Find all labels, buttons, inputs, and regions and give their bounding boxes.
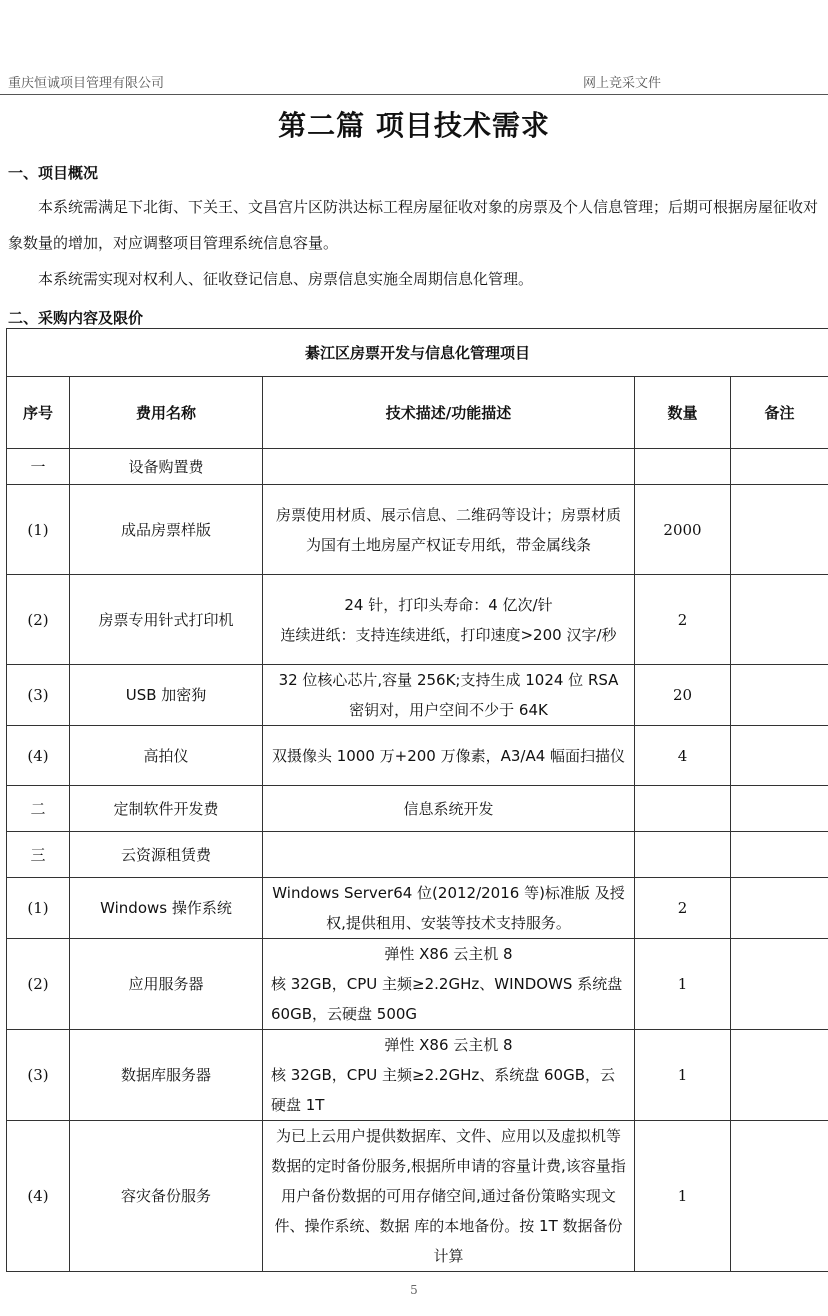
cell-seq: (4) — [7, 1121, 70, 1272]
page-number: 5 — [410, 1283, 418, 1297]
table-row — [7, 485, 828, 575]
cell-seq: (2) — [7, 939, 70, 1030]
table-header-row — [7, 377, 828, 449]
cell-note — [731, 939, 828, 1030]
table-row — [7, 1121, 828, 1272]
cell-name: USB 加密狗 — [70, 665, 263, 726]
table-row — [7, 939, 828, 1030]
cell-desc: 房票使用材质、展示信息、二维码等设计；房票材质为国有土地房屋产权证专用纸，带金属线条 — [263, 485, 635, 575]
cell-seq: (1) — [7, 878, 70, 939]
cell-desc — [263, 449, 635, 485]
cell-desc — [263, 939, 635, 1030]
cell-qty — [635, 786, 731, 832]
cell-note — [731, 449, 828, 485]
table-row — [7, 449, 828, 485]
overview-paragraph-1: 本系统需满足下北街、下关王、文昌宫片区防洪达标工程房屋征收对象的房票及个人信息管理；后期可根据房屋征收对象数量的增加，对应调整项目管理系统信息容量。 — [8, 198, 819, 252]
section-heading-procurement: 二、采购内容及限价 — [8, 309, 144, 327]
cell-qty: 2000 — [635, 485, 731, 575]
cell-desc: 信息系统开发 — [263, 786, 635, 832]
cell-name: Windows 操作系统 — [70, 878, 263, 939]
table-caption-row — [7, 329, 828, 377]
cell-desc: 32 位核心芯片,容量 256K;支持生成 1024 位 RSA 密钥对，用户空间不少于 64K — [263, 665, 635, 726]
cell-desc-line: 弹性 X86 云主机 8 — [384, 945, 513, 963]
cell-qty: 2 — [635, 575, 731, 665]
cell-note — [731, 485, 828, 575]
header-seq: 序号 — [7, 377, 70, 449]
cell-seq: 二 — [7, 786, 70, 832]
table-row — [7, 575, 828, 665]
cell-note — [731, 665, 828, 726]
cell-qty: 1 — [635, 1030, 731, 1121]
header-name: 费用名称 — [70, 377, 263, 449]
cell-desc-line: 核 32GB，CPU 主频≥2.2GHz、WINDOWS 系统盘 60GB，云硬盘 500G — [271, 975, 623, 1023]
cell-qty — [635, 832, 731, 878]
cell-seq: 三 — [7, 832, 70, 878]
cell-note — [731, 1121, 828, 1272]
header-desc: 技术描述/功能描述 — [263, 377, 635, 449]
cell-name: 定制软件开发费 — [70, 786, 263, 832]
cell-desc-line: 24 针，打印头寿命：4 亿次/针 — [344, 595, 553, 614]
table-row — [7, 726, 828, 786]
header-doc-type: 网上竞采文件 — [583, 76, 662, 91]
section-heading-overview: 一、项目概况 — [8, 164, 99, 182]
cell-seq: (3) — [7, 665, 70, 726]
cell-name: 成品房票样版 — [70, 485, 263, 575]
header-qty: 数量 — [635, 377, 731, 449]
cell-seq: (3) — [7, 1030, 70, 1121]
cell-desc-line: 弹性 X86 云主机 8 — [384, 1036, 513, 1054]
header-note: 备注 — [731, 377, 828, 449]
cell-name: 设备购置费 — [70, 449, 263, 485]
header-company: 重庆恒诚项目管理有限公司 — [8, 76, 165, 91]
cell-seq: (1) — [7, 485, 70, 575]
cell-note — [731, 1030, 828, 1121]
cell-name: 高拍仪 — [70, 726, 263, 786]
cell-desc — [263, 1030, 635, 1121]
table-row — [7, 832, 828, 878]
cell-desc-line: 核 32GB，CPU 主频≥2.2GHz、系统盘 60GB，云硬盘 1T — [271, 1066, 616, 1114]
cell-name: 云资源租赁费 — [70, 832, 263, 878]
cell-desc: 为已上云用户提供数据库、文件、应用以及虚拟机等数据的定时备份服务,根据所申请的容量计费,该容量指用户备份数据的可用存储空间,通过备份策略实现文件、操作系统、数据 库的本地备份。按 1T 数据备份计算 — [263, 1121, 635, 1272]
cell-note — [731, 832, 828, 878]
cell-name: 容灾备份服务 — [70, 1121, 263, 1272]
cell-note — [731, 786, 828, 832]
cell-qty: 2 — [635, 878, 731, 939]
cell-note — [731, 878, 828, 939]
cell-desc — [263, 832, 635, 878]
table-row — [7, 1030, 828, 1121]
cell-name: 应用服务器 — [70, 939, 263, 1030]
table-caption: 綦江区房票开发与信息化管理项目 — [7, 329, 828, 377]
cell-seq: (4) — [7, 726, 70, 786]
cell-name: 数据库服务器 — [70, 1030, 263, 1121]
cell-qty: 1 — [635, 939, 731, 1030]
cell-qty: 1 — [635, 1121, 731, 1272]
cell-desc: 双摄像头 1000 万+200 万像素，A3/A4 幅面扫描仪 — [263, 726, 635, 786]
table-row — [7, 878, 828, 939]
cell-seq: (2) — [7, 575, 70, 665]
table-row — [7, 786, 828, 832]
cell-name: 房票专用针式打印机 — [70, 575, 263, 665]
table-row — [7, 665, 828, 726]
cell-desc: Windows Server64 位(2012/2016 等)标准版 及授权,提供租用、安装等技术支持服务。 — [263, 878, 635, 939]
cell-note — [731, 726, 828, 786]
cell-seq: 一 — [7, 449, 70, 485]
cell-qty: 4 — [635, 726, 731, 786]
page-title: 第二篇 项目技术需求 — [278, 109, 550, 142]
procurement-table — [6, 328, 828, 1272]
cell-qty: 20 — [635, 665, 731, 726]
cell-desc — [263, 575, 635, 665]
cell-note — [731, 575, 828, 665]
header-divider — [0, 94, 828, 95]
cell-qty — [635, 449, 731, 485]
overview-paragraph-2: 本系统需实现对权利人、征收登记信息、房票信息实施全周期信息化管理。 — [38, 270, 534, 288]
cell-desc-line: 连续进纸：支持连续进纸，打印速度>200 汉字/秒 — [280, 625, 617, 644]
